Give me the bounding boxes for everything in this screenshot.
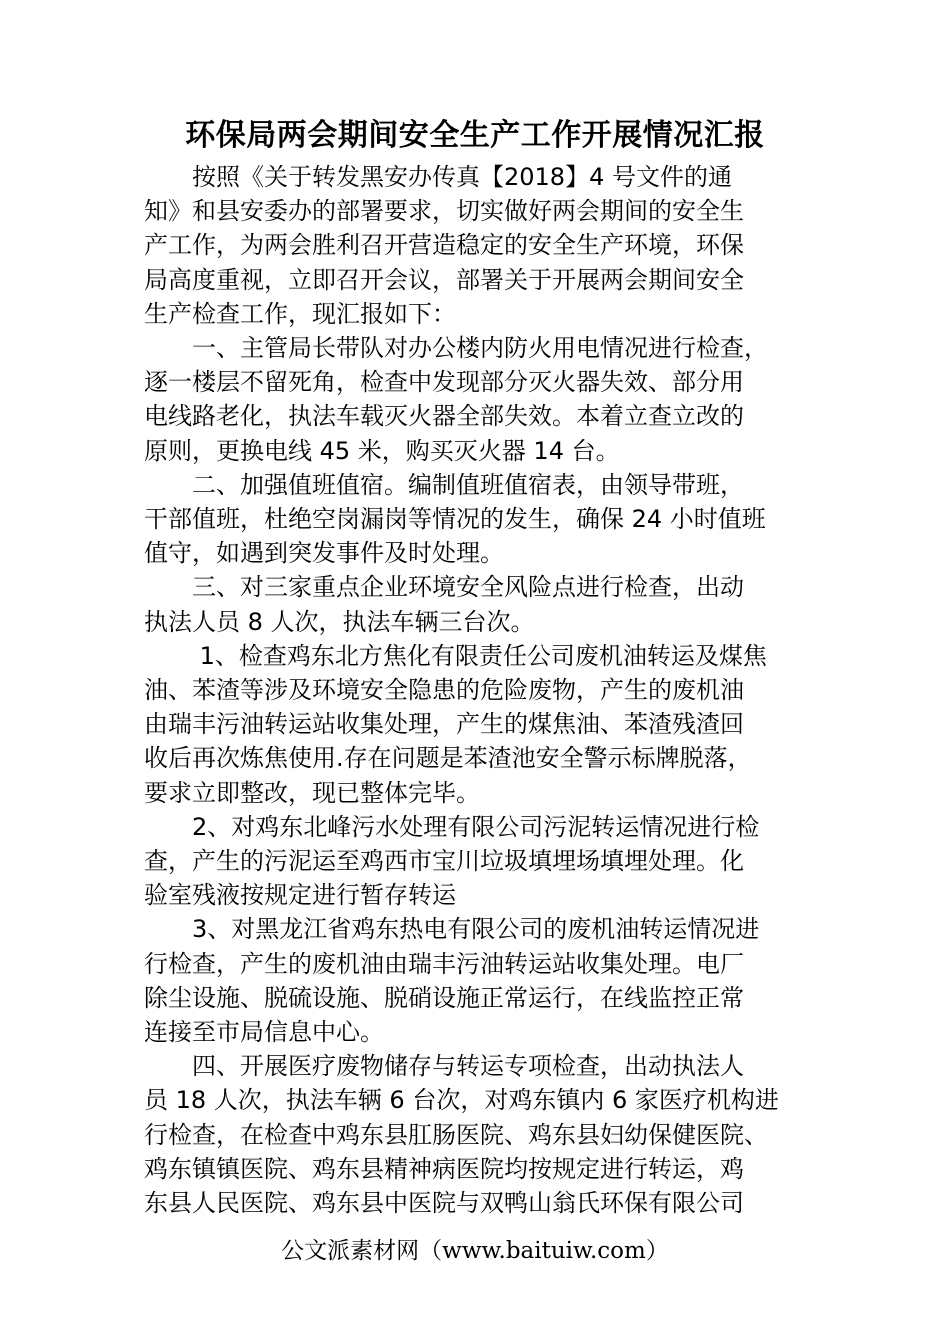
text-line: 产工作，为两会胜利召开营造稳定的安全生产环境，环保: [144, 231, 744, 260]
paragraph: [144, 331, 824, 468]
text-line: 行检查，在检查中鸡东县肛肠医院、鸡东县妇幼保健医院、: [144, 1120, 768, 1149]
text-line: 由瑞丰污油转运站收集处理，产生的煤焦油、苯渣残渣回: [144, 710, 744, 739]
text-line: 值守，如遇到突发事件及时处理。: [144, 539, 504, 568]
text-line: 要求立即整改，现已整体完毕。: [144, 778, 480, 807]
text-line: 局高度重视，立即召开会议，部署关于开展两会期间安全: [144, 265, 744, 294]
text-line: 二、加强值班值宿。编制值班值宿表，由领导带班，: [144, 470, 744, 499]
text-line: 按照《关于转发黑安办传真【2018】4 号文件的通: [144, 163, 732, 191]
text-line: 三、对三家重点企业环境安全风险点进行检查，出动: [144, 573, 744, 602]
text-line: 员 18 人次，执法车辆 6 台次，对鸡东镇内 6 家医疗机构进: [144, 1086, 779, 1115]
paragraph: [144, 160, 824, 331]
text-line: 行检查，产生的废机油由瑞丰污油转运站收集处理。电厂: [144, 949, 744, 978]
paragraph: [144, 810, 824, 913]
text-line: 验室残液按规定进行暂存转运: [144, 881, 456, 910]
text-line: 原则，更换电线 45 米，购买灭火器 14 台。: [144, 436, 620, 465]
text-line: 除尘设施、脱硫设施、脱硝设施正常运行，在线监控正常: [144, 983, 744, 1012]
text-line: 电线路老化，执法车载灭火器全部失效。本着立查立改的: [144, 402, 744, 431]
text-line: 2、对鸡东北峰污水处理有限公司污泥转运情况进行检: [144, 812, 760, 841]
text-line: 知》和县安委办的部署要求，切实做好两会期间的安全生: [144, 197, 744, 226]
paragraph: [144, 1049, 824, 1220]
text-line: 3、对黑龙江省鸡东热电有限公司的废机油转运情况进: [144, 915, 760, 944]
text-line: 逐一楼层不留死角，检查中发现部分灭火器失效、部分用: [144, 368, 744, 397]
text-line: 一、主管局长带队对办公楼内防火用电情况进行检查，: [144, 334, 768, 363]
text-line: 生产检查工作，现汇报如下：: [144, 299, 456, 328]
document-body: [144, 160, 824, 1220]
text-line: 鸡东镇镇医院、鸡东县精神病医院均按规定进行转运，鸡: [144, 1154, 744, 1183]
text-line: 东县人民医院、鸡东县中医院与双鸭山翁氏环保有限公司: [144, 1189, 744, 1218]
text-line: 油、苯渣等涉及环境安全隐患的危险废物，产生的废机油: [144, 676, 744, 705]
paragraph: [144, 570, 824, 638]
text-line: 干部值班，杜绝空岗漏岗等情况的发生，确保 24 小时值班: [144, 505, 766, 534]
text-line: 查，产生的污泥运至鸡西市宝川垃圾填埋场填埋处理。化: [144, 847, 744, 876]
text-line: 收后再次炼焦使用.存在问题是苯渣池安全警示标牌脱落，: [144, 744, 752, 773]
footer-watermark: 公文派素材网（www.baituiw.com）: [281, 1238, 669, 1264]
paragraph: [144, 639, 824, 810]
document-title: 环保局两会期间安全生产工作开展情况汇报: [185, 118, 765, 153]
paragraph: [144, 468, 824, 571]
text-line: 连接至市局信息中心。: [144, 1018, 384, 1047]
text-line: 执法人员 8 人次，执法车辆三台次。: [144, 607, 535, 636]
text-line: 1、检查鸡东北方焦化有限责任公司废机油转运及煤焦: [144, 641, 767, 670]
paragraph: [144, 912, 824, 1049]
text-line: 四、开展医疗废物储存与转运专项检查，出动执法人: [144, 1052, 744, 1081]
